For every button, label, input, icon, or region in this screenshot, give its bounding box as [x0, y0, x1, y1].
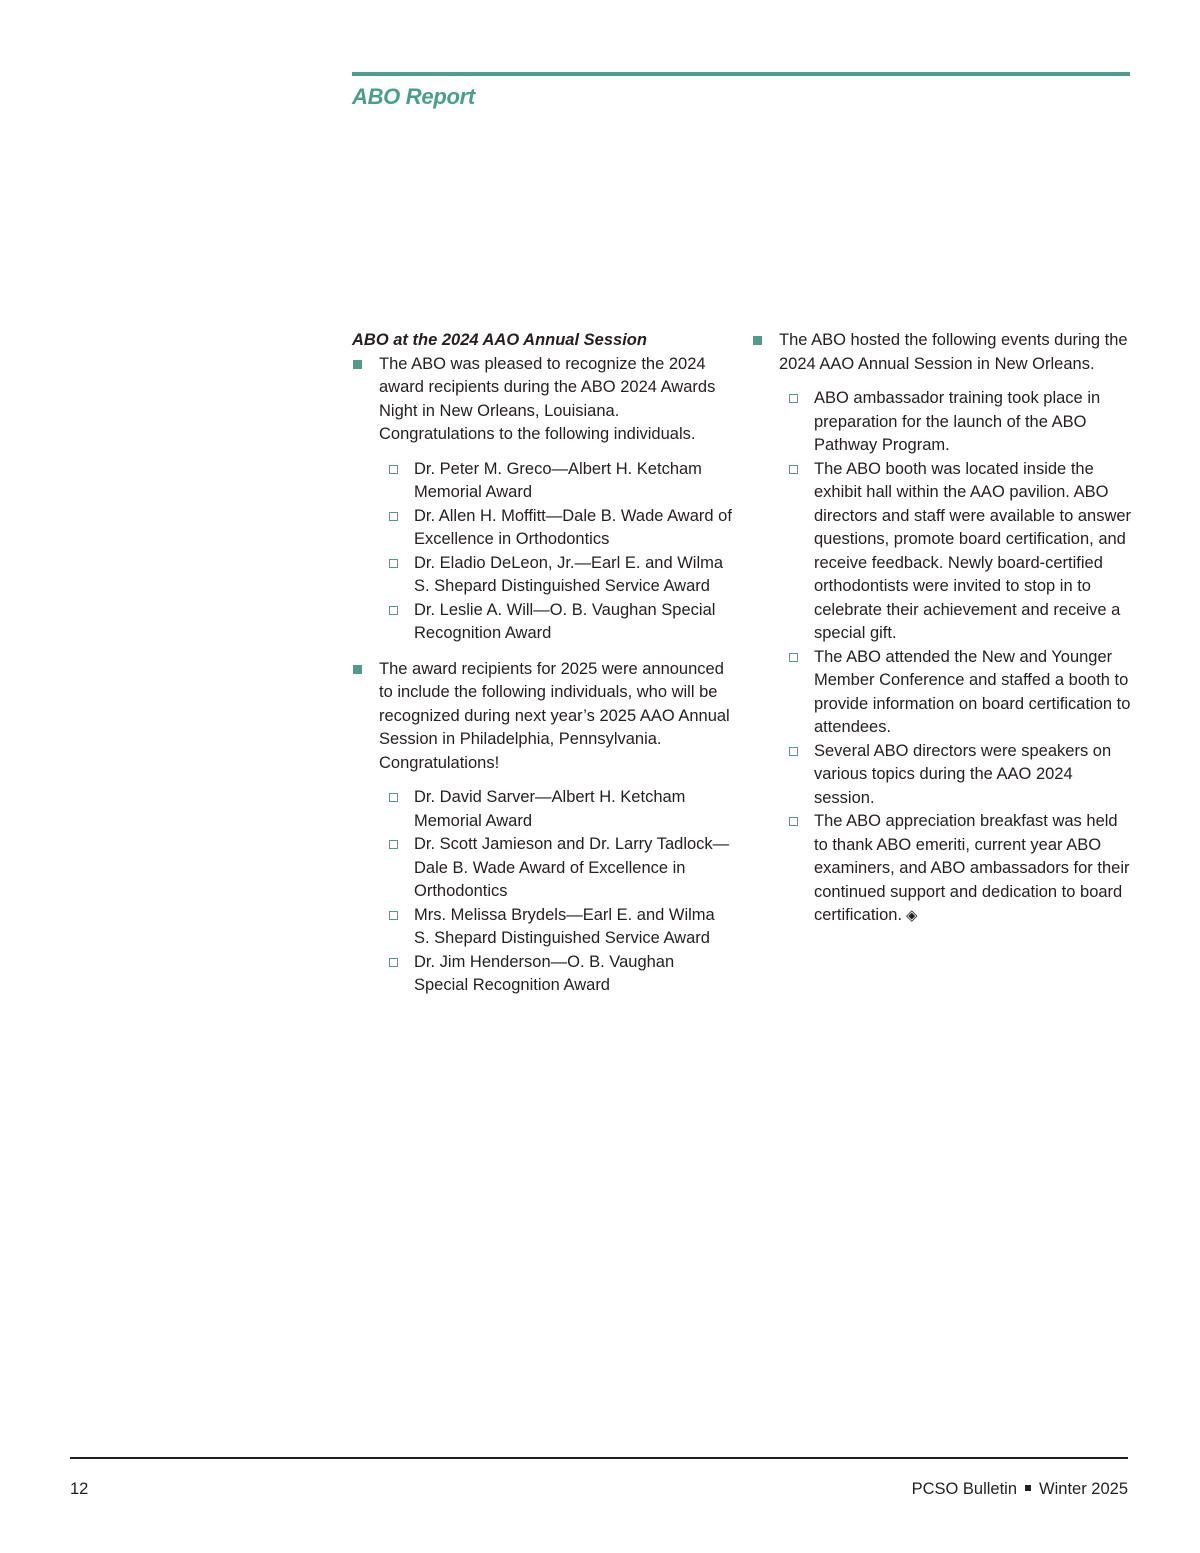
list-item [752, 810, 1132, 928]
list-item-text: ABO ambassador training took place in preparation for the launch of the ABO Pathway Program. [814, 389, 1101, 454]
award-list-2025 [352, 786, 732, 998]
list-item [352, 599, 732, 646]
square-bullet-icon [753, 336, 762, 345]
right-column [752, 329, 1132, 940]
square-bullet-icon [353, 360, 362, 369]
square-bullet-icon [353, 665, 362, 674]
issue-label: Winter 2025 [1039, 1480, 1128, 1498]
bullet-paragraph [352, 658, 732, 776]
list-item-text: The ABO attended the New and Younger Member Conference and staffed a booth to provide information on board certification to attendees. [814, 647, 1131, 736]
header-rule [352, 72, 1130, 76]
list-item-text: Dr. Eladio DeLeon, Jr.—Earl E. and Wilma S. Shepard Distinguished Service Award [414, 553, 724, 595]
page-number: 12 [70, 1480, 89, 1498]
hollow-square-bullet-icon [789, 653, 798, 662]
list-item-text: Dr. Leslie A. Will—O. B. Vaughan Special Recognition Award [414, 600, 716, 642]
end-of-article-icon: ◈ [906, 907, 918, 924]
hollow-square-bullet-icon [389, 606, 398, 615]
hollow-square-bullet-icon [389, 512, 398, 521]
list-item-text: Dr. Jim Henderson—O. B. Vaughan Special Recognition Award [414, 952, 675, 994]
hollow-square-bullet-icon [789, 817, 798, 826]
list-item-text: Dr. Scott Jamieson and Dr. Larry Tadlock—Dale B. Wade Award of Excellence in Orthodontics [414, 835, 730, 900]
list-item [752, 740, 1132, 811]
list-item-text: Several ABO directors were speakers on various topics during the AAO 2024 session. [814, 741, 1112, 807]
left-column [352, 329, 732, 1010]
hollow-square-bullet-icon [389, 911, 398, 920]
bullet-block [752, 329, 1132, 928]
list-item-text: Dr. Allen H. Moffitt—Dale B. Wade Award of Excellence in Orthodontics [414, 506, 732, 548]
list-item [752, 458, 1132, 646]
hollow-square-bullet-icon [789, 394, 798, 403]
bullet-block [352, 658, 732, 998]
square-separator-icon [1025, 1485, 1031, 1491]
bullet-block [352, 353, 732, 646]
list-item [352, 458, 732, 505]
footer-publication [912, 1480, 1128, 1499]
hollow-square-bullet-icon [389, 793, 398, 802]
award-list-2024 [352, 458, 732, 646]
list-item [352, 951, 732, 998]
list-item-text: The ABO appreciation breakfast was held to thank ABO emeriti, current year ABO examiners, and ABO ambassadors for their continued support and dedication to board certification. [814, 812, 1130, 924]
hollow-square-bullet-icon [389, 958, 398, 967]
events-list [752, 387, 1132, 928]
list-item [752, 387, 1132, 458]
bullet-text: The ABO was pleased to recognize the 2024 award recipients during the ABO 2024 Awards Night in New Orleans, Louisiana. Congratulations to the following individuals. [379, 354, 716, 443]
list-item [352, 505, 732, 552]
hollow-square-bullet-icon [389, 465, 398, 474]
footer-rule [70, 1457, 1128, 1459]
bullet-paragraph [352, 353, 732, 447]
publication-name: PCSO Bulletin [911, 1480, 1018, 1498]
hollow-square-bullet-icon [389, 559, 398, 568]
hollow-square-bullet-icon [789, 465, 798, 474]
section-title: ABO Report [352, 84, 475, 109]
article-heading: ABO at the 2024 AAO Annual Session [352, 331, 647, 349]
bullet-text: The ABO hosted the following events during the 2024 AAO Annual Session in New Orleans. [779, 331, 1128, 373]
bullet-paragraph [752, 329, 1132, 376]
list-item [752, 646, 1132, 740]
list-item [352, 904, 732, 951]
list-item [352, 786, 732, 833]
hollow-square-bullet-icon [789, 747, 798, 756]
list-item-text: Mrs. Melissa Brydels—Earl E. and Wilma S. Shepard Distinguished Service Award [414, 905, 715, 947]
hollow-square-bullet-icon [389, 840, 398, 849]
list-item-text: The ABO booth was located inside the exhibit hall within the AAO pavilion. ABO directors and staff were available to answer questions, promote board certification, and receive feedback. Newly board-certified orthodontists were invited to stop in to celebrate their achievement and receive a special gift. [814, 459, 1132, 642]
list-item-text: Dr. David Sarver—Albert H. Ketcham Memorial Award [414, 788, 686, 830]
list-item [352, 552, 732, 599]
list-item-text: Dr. Peter M. Greco—Albert H. Ketcham Memorial Award [414, 459, 702, 501]
bullet-text: The award recipients for 2025 were announced to include the following individuals, who will be recognized during next year’s 2025 AAO Annual Session in Philadelphia, Pennsylvania. Congratulations! [379, 659, 730, 772]
list-item [352, 833, 732, 904]
